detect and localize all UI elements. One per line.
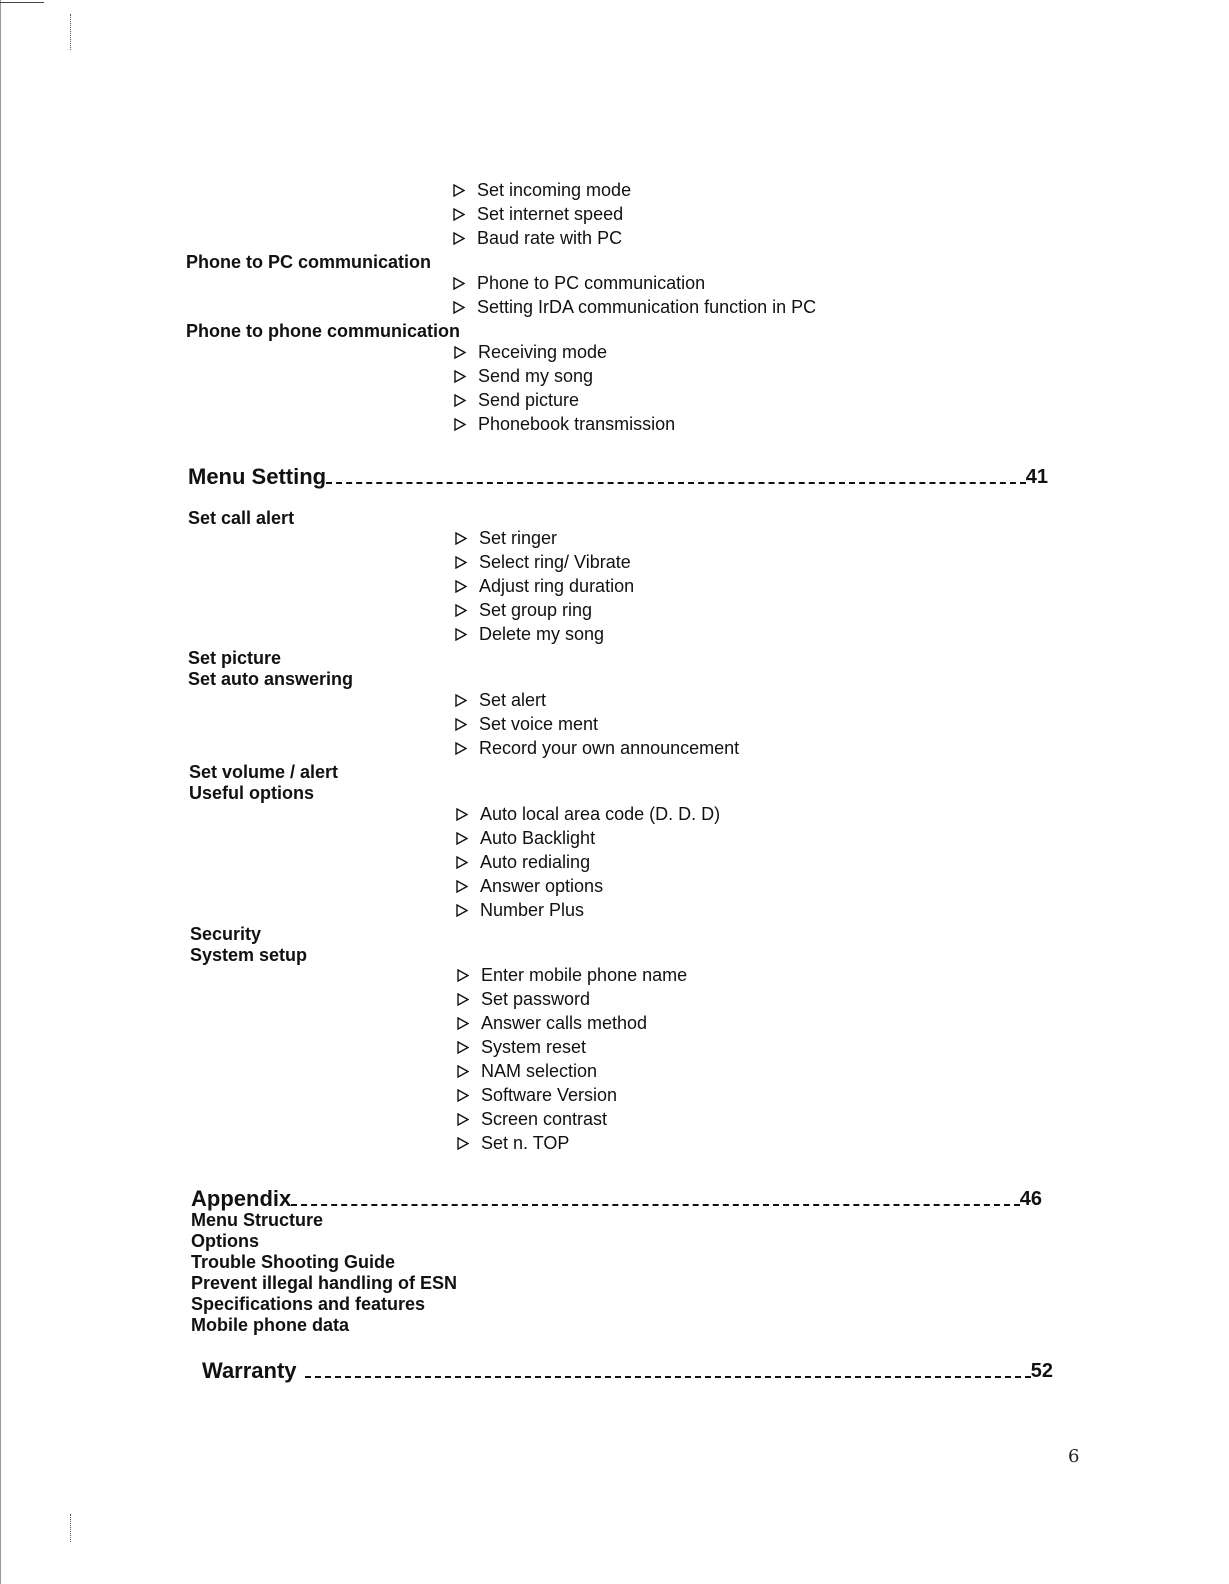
section-appendix <box>191 1186 1042 1212</box>
subsection-phone-to-phone: Phone to phone communication <box>186 321 460 341</box>
subsection-phone-to-pc: Phone to PC communication <box>186 252 432 272</box>
subsection-set-call-alert: Set call alert <box>188 508 295 528</box>
list-item: NAM selection <box>457 1061 597 1082</box>
list-item: Enter mobile phone name <box>457 965 687 986</box>
list-item: Record your own announcement <box>455 738 739 759</box>
triangle-bullet-icon <box>453 208 465 221</box>
list-item: Set password <box>457 989 590 1010</box>
triangle-bullet-icon <box>456 880 468 893</box>
section-page-number: 41 <box>1025 466 1048 488</box>
triangle-bullet-icon <box>455 604 467 617</box>
list-item: Set internet speed <box>453 204 623 225</box>
triangle-bullet-icon <box>457 1065 469 1078</box>
subsection-useful-options: Useful options <box>189 783 314 803</box>
list-item: Set group ring <box>455 600 592 621</box>
list-item: System reset <box>457 1037 586 1058</box>
subsection-set-volume-alert: Set volume / alert <box>189 762 339 782</box>
triangle-bullet-icon <box>457 1113 469 1126</box>
list-item: Screen contrast <box>457 1109 607 1130</box>
list-item: Send my song <box>454 366 593 387</box>
triangle-bullet-icon <box>457 1041 469 1054</box>
list-item: Answer calls method <box>457 1013 647 1034</box>
section-title: Menu Setting <box>188 464 327 489</box>
section-page-number: 46 <box>1019 1188 1042 1210</box>
dot-leader <box>326 482 1026 484</box>
triangle-bullet-icon <box>454 418 466 431</box>
dot-leader <box>305 1376 1031 1378</box>
list-item: Phone to PC communication <box>453 273 705 294</box>
triangle-bullet-icon <box>457 969 469 982</box>
triangle-bullet-icon <box>455 694 467 707</box>
triangle-bullet-icon <box>454 394 466 407</box>
triangle-bullet-icon <box>457 1017 469 1030</box>
triangle-bullet-icon <box>455 556 467 569</box>
scan-speck-top <box>70 14 74 50</box>
list-item: Phonebook transmission <box>454 414 675 435</box>
subsection-set-auto-answering: Set auto answering <box>188 669 354 689</box>
page-number: 6 <box>1068 1446 1080 1467</box>
triangle-bullet-icon <box>457 993 469 1006</box>
triangle-bullet-icon <box>456 808 468 821</box>
triangle-bullet-icon <box>457 1089 469 1102</box>
subsection-set-picture: Set picture <box>188 648 282 668</box>
appendix-item: Menu Structure <box>191 1210 324 1230</box>
triangle-bullet-icon <box>455 628 467 641</box>
appendix-item: Mobile phone data <box>191 1315 350 1335</box>
list-item: Set incoming mode <box>453 180 631 201</box>
list-item: Setting IrDA communication function in PC <box>453 297 816 318</box>
appendix-item: Specifications and features <box>191 1294 426 1314</box>
list-item: Auto redialing <box>456 852 590 873</box>
section-warranty <box>202 1358 1053 1384</box>
section-menu-setting <box>188 464 1048 490</box>
appendix-item: Options <box>191 1231 259 1251</box>
list-item: Delete my song <box>455 624 604 645</box>
subsection-system-setup: System setup <box>190 945 308 965</box>
triangle-bullet-icon <box>454 346 466 359</box>
triangle-bullet-icon <box>456 856 468 869</box>
triangle-bullet-icon <box>456 832 468 845</box>
list-item: Baud rate with PC <box>453 228 622 249</box>
triangle-bullet-icon <box>453 301 465 314</box>
triangle-bullet-icon <box>453 277 465 290</box>
triangle-bullet-icon <box>457 1137 469 1150</box>
list-item: Select ring/ Vibrate <box>455 552 631 573</box>
list-item: Set ringer <box>455 528 557 549</box>
list-item: Auto Backlight <box>456 828 595 849</box>
triangle-bullet-icon <box>455 532 467 545</box>
list-item: Software Version <box>457 1085 617 1106</box>
triangle-bullet-icon <box>454 370 466 383</box>
triangle-bullet-icon <box>455 718 467 731</box>
section-title: Appendix <box>191 1186 292 1211</box>
section-page-number: 52 <box>1030 1360 1053 1382</box>
section-title: Warranty <box>202 1358 297 1383</box>
triangle-bullet-icon <box>455 742 467 755</box>
page-edge-line <box>0 0 1 1584</box>
triangle-bullet-icon <box>455 580 467 593</box>
scan-corner-mark <box>0 2 44 3</box>
scan-speck-bottom <box>70 1514 74 1542</box>
list-item: Set alert <box>455 690 546 711</box>
subsection-security: Security <box>190 924 262 944</box>
list-item: Set n. TOP <box>457 1133 569 1154</box>
triangle-bullet-icon <box>453 232 465 245</box>
dot-leader <box>291 1204 1020 1206</box>
list-item: Number Plus <box>456 900 584 921</box>
appendix-item: Trouble Shooting Guide <box>191 1252 395 1272</box>
list-item: Auto local area code (D. D. D) <box>456 804 720 825</box>
list-item: Answer options <box>456 876 603 897</box>
list-item: Adjust ring duration <box>455 576 634 597</box>
list-item: Send picture <box>454 390 579 411</box>
appendix-item: Prevent illegal handling of ESN <box>191 1273 458 1293</box>
triangle-bullet-icon <box>456 904 468 917</box>
triangle-bullet-icon <box>453 184 465 197</box>
list-item: Set voice ment <box>455 714 598 735</box>
list-item: Receiving mode <box>454 342 607 363</box>
